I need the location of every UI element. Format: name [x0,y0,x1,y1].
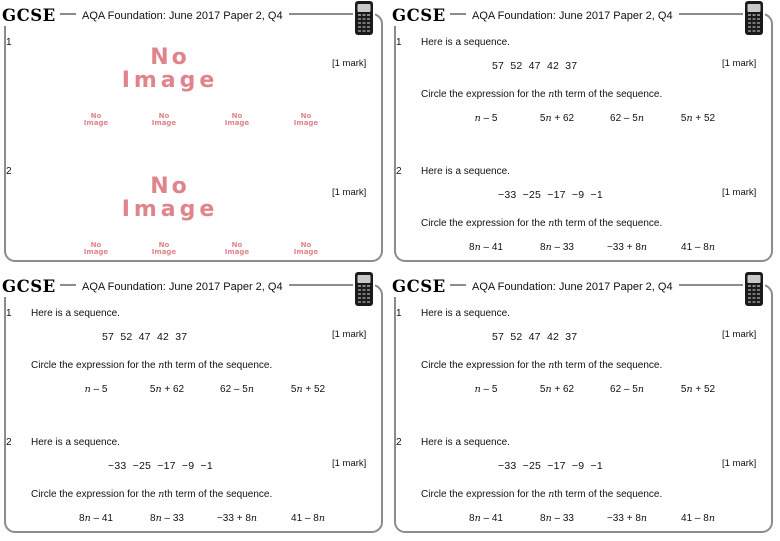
answer-option[interactable] [66,384,126,395]
option-coefficient: 62 – 5 [610,384,638,395]
question-stem: Here is a sequence. [421,166,510,177]
calculator-icon [743,0,765,36]
answer-option[interactable] [456,242,516,253]
instruction-text-end: th term of the sequence. [164,360,273,371]
question-instruction [421,218,662,229]
option-variable: n [545,513,552,524]
placeholder-line1: No [300,112,312,120]
option-coefficient: 5 [680,113,687,124]
option-variable: n [474,384,481,395]
instruction-text-end: th term of the sequence. [554,360,663,371]
question-number: 2 [6,437,12,448]
placeholder-line2: Image [151,119,177,127]
option-constant: – 33 [551,513,574,524]
option-coefficient: 5 [539,113,546,124]
marks-label: [1 mark] [332,187,367,198]
calculator-icon [353,0,375,36]
placeholder-line2: Image [151,248,177,256]
option-constant: – 41 [90,513,113,524]
answer-option[interactable] [456,513,516,524]
option-coefficient: 5 [290,384,297,395]
option-constant: – 5 [480,113,498,124]
option-variable: n [474,513,481,524]
gcse-logo: GCSE [2,6,60,26]
option-variable: n [474,242,481,253]
gcse-logo: GCSE [392,6,450,26]
option-variable: n [247,384,254,395]
option-constant: – 5 [480,384,498,395]
instruction-variable: n [158,360,165,371]
placeholder-line1: No [300,241,312,249]
option-variable: n [686,113,693,124]
question-stem: Here is a sequence. [421,308,510,319]
question-number: 2 [396,166,402,177]
header-title: AQA Foundation: June 2017 Paper 2, Q4 [466,8,679,24]
marks-label: [1 mark] [332,58,367,69]
answer-option[interactable] [597,113,657,124]
placeholder-line1: No [231,112,243,120]
calculator-icon [743,271,765,307]
instruction-text: Circle the expression for the [421,489,549,500]
option-coefficient: 41 – 8 [681,513,709,524]
option-constant: + 62 [551,384,575,395]
question-instruction [421,360,662,371]
no-image-placeholder [90,175,250,221]
option-image-placeholder [146,242,182,256]
option-coefficient: −33 + 8 [606,242,641,253]
gcse-logo: GCSE [392,277,450,297]
sequence-terms: −33 −25 −17 −9 −1 [498,460,603,472]
option-constant: – 5 [90,384,108,395]
placeholder-line2: Image [121,197,219,222]
answer-option[interactable] [527,384,587,395]
sequence-terms: 57 52 47 42 37 [102,331,188,343]
gcse-logo: GCSE [2,277,60,297]
answer-option[interactable] [137,513,197,524]
marks-label: [1 mark] [722,187,757,198]
option-constant: – 41 [480,242,503,253]
option-variable: n [637,384,644,395]
marks-label: [1 mark] [722,329,757,340]
answer-option[interactable] [668,513,728,524]
sequence-terms: −33 −25 −17 −9 −1 [498,189,603,201]
option-variable: n [318,513,325,524]
worksheet-panel [390,271,778,541]
option-constant: – 33 [551,242,574,253]
instruction-text: Circle the expression for the [31,360,159,371]
placeholder-line2: Image [121,68,219,93]
option-variable: n [545,113,552,124]
option-coefficient: 62 – 5 [610,113,638,124]
question-stem: Here is a sequence. [421,437,510,448]
question-number: 2 [6,166,12,177]
placeholder-line2: Image [83,119,109,127]
option-coefficient: 41 – 8 [681,242,709,253]
instruction-variable: n [548,360,555,371]
option-constant: + 62 [161,384,185,395]
placeholder-line1: No [90,112,102,120]
option-coefficient: 5 [539,384,546,395]
option-coefficient: 8 [150,513,156,524]
placeholder-line2: Image [83,248,109,256]
option-constant: + 52 [692,113,716,124]
answer-option[interactable] [278,384,338,395]
answer-option[interactable] [207,384,267,395]
option-variable: n [640,513,648,524]
placeholder-line2: Image [293,119,319,127]
answer-option[interactable] [668,242,728,253]
option-variable: n [155,513,162,524]
question-instruction [31,360,272,371]
question-instruction [31,489,272,500]
option-coefficient: 41 – 8 [291,513,319,524]
marks-label: [1 mark] [722,58,757,69]
question-number: 1 [6,37,12,48]
placeholder-line1: No [231,241,243,249]
placeholder-line1: No [150,45,190,70]
instruction-text: Circle the expression for the [421,360,549,371]
option-variable: n [84,384,91,395]
answer-option[interactable] [527,242,587,253]
answer-option[interactable] [597,513,657,524]
question-number: 2 [396,437,402,448]
answer-option[interactable] [597,384,657,395]
option-coefficient: 8 [469,513,475,524]
question-instruction [421,89,662,100]
marks-label: [1 mark] [722,458,757,469]
answer-option[interactable] [527,113,587,124]
answer-option[interactable] [278,513,338,524]
option-coefficient: 5 [149,384,156,395]
option-coefficient: 8 [79,513,85,524]
option-variable: n [637,113,644,124]
calculator-icon [353,271,375,307]
answer-option[interactable] [66,513,126,524]
option-coefficient: −33 + 8 [216,513,251,524]
question-number: 1 [6,308,12,319]
answer-option[interactable] [668,113,728,124]
instruction-text-end: th term of the sequence. [554,89,663,100]
option-variable: n [474,113,481,124]
option-variable: n [250,513,258,524]
instruction-text-end: th term of the sequence. [554,489,663,500]
option-constant: – 33 [161,513,184,524]
placeholder-line2: Image [293,248,319,256]
instruction-variable: n [548,218,555,229]
option-coefficient: 8 [540,242,546,253]
worksheet-panel [0,271,388,541]
instruction-variable: n [548,489,555,500]
header-title: AQA Foundation: June 2017 Paper 2, Q4 [76,8,289,24]
sequence-terms: 57 52 47 42 37 [492,331,578,343]
worksheet-panel [0,0,388,270]
option-coefficient: 8 [469,242,475,253]
instruction-text-end: th term of the sequence. [164,489,273,500]
placeholder-line1: No [90,241,102,249]
answer-option[interactable] [597,242,657,253]
option-image-placeholder [219,113,255,127]
answer-option[interactable] [137,384,197,395]
option-constant: – 41 [480,513,503,524]
option-coefficient: −33 + 8 [606,513,641,524]
answer-option[interactable] [456,384,516,395]
placeholder-line1: No [150,174,190,199]
sequence-terms: −33 −25 −17 −9 −1 [108,460,213,472]
option-variable: n [545,242,552,253]
option-variable: n [155,384,162,395]
answer-option[interactable] [668,384,728,395]
instruction-text: Circle the expression for the [31,489,159,500]
placeholder-line1: No [158,112,170,120]
question-instruction [421,489,662,500]
instruction-variable: n [548,89,555,100]
option-constant: + 52 [302,384,326,395]
sequence-terms: 57 52 47 42 37 [492,60,578,72]
answer-option[interactable] [456,113,516,124]
option-variable: n [545,384,552,395]
header-title: AQA Foundation: June 2017 Paper 2, Q4 [76,279,289,295]
question-stem: Here is a sequence. [421,37,510,48]
option-variable: n [640,242,648,253]
answer-option[interactable] [527,513,587,524]
option-image-placeholder [78,113,114,127]
instruction-variable: n [158,489,165,500]
placeholder-line2: Image [224,248,250,256]
instruction-text: Circle the expression for the [421,218,549,229]
marks-label: [1 mark] [332,458,367,469]
marks-label: [1 mark] [332,329,367,340]
option-variable: n [686,384,693,395]
no-image-placeholder [90,46,250,92]
question-stem: Here is a sequence. [31,308,120,319]
instruction-text: Circle the expression for the [421,89,549,100]
option-coefficient: 62 – 5 [220,384,248,395]
header-title: AQA Foundation: June 2017 Paper 2, Q4 [466,279,679,295]
worksheet-panel [390,0,778,270]
option-coefficient: 5 [680,384,687,395]
option-image-placeholder [288,242,324,256]
placeholder-line1: No [158,241,170,249]
option-image-placeholder [219,242,255,256]
option-variable: n [708,242,715,253]
option-constant: + 52 [692,384,716,395]
option-variable: n [296,384,303,395]
option-variable: n [708,513,715,524]
question-number: 1 [396,308,402,319]
question-number: 1 [396,37,402,48]
instruction-text-end: th term of the sequence. [554,218,663,229]
question-stem: Here is a sequence. [31,437,120,448]
option-image-placeholder [146,113,182,127]
option-constant: + 62 [551,113,575,124]
option-variable: n [84,513,91,524]
option-image-placeholder [288,113,324,127]
option-coefficient: 8 [540,513,546,524]
answer-option[interactable] [207,513,267,524]
option-image-placeholder [78,242,114,256]
placeholder-line2: Image [224,119,250,127]
